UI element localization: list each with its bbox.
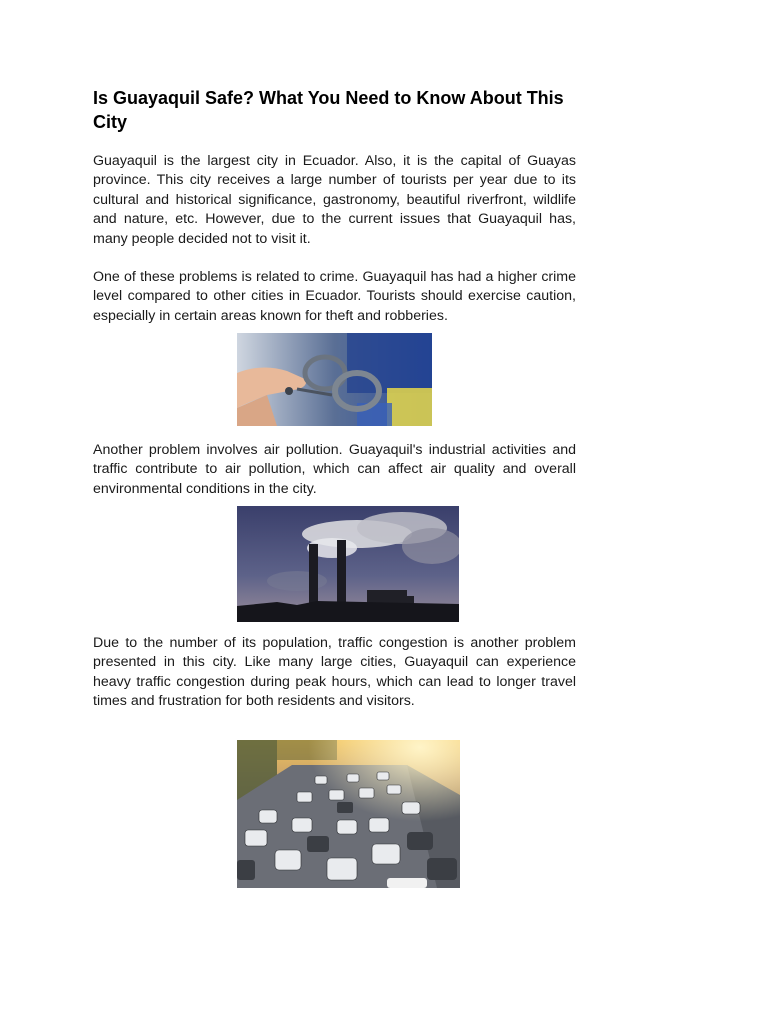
traffic-jam-photo [237, 740, 460, 888]
paragraph-pollution: Another problem involves air pollution. Guayaquil's industrial activities and traffic contribute to air pollution, which can affect air quality and overall environmental conditions in the city. [93, 442, 576, 497]
smokestacks-photo [237, 506, 459, 622]
paragraph-traffic: Due to the number of its population, traffic congestion is another problem presented in this city. Like many large cities, Guayaquil can experience heavy traffic congestion during peak hours, which can lead to longer travel times and frustration for both residents and visitors. [93, 635, 576, 710]
paragraph-intro: Guayaquil is the largest city in Ecuador. Also, it is the capital of Guayas province. This city receives a large number of tourists per year due to its cultural and historical significance, gastronomy, beautiful riverfront, wildlife and nature, etc. However, due to the current issues that Guayaquil has, many people decided not to visit it. [93, 153, 576, 247]
article-title: Is Guayaquil Safe? What You Need to Know About This City [93, 88, 564, 132]
paragraph-crime: One of these problems is related to crime. Guayaquil has had a higher crime level compared to other cities in Ecuador. Tourists should exercise caution, especially in certain areas known for theft and robberies. [93, 269, 576, 324]
handcuffs-photo [237, 333, 432, 426]
